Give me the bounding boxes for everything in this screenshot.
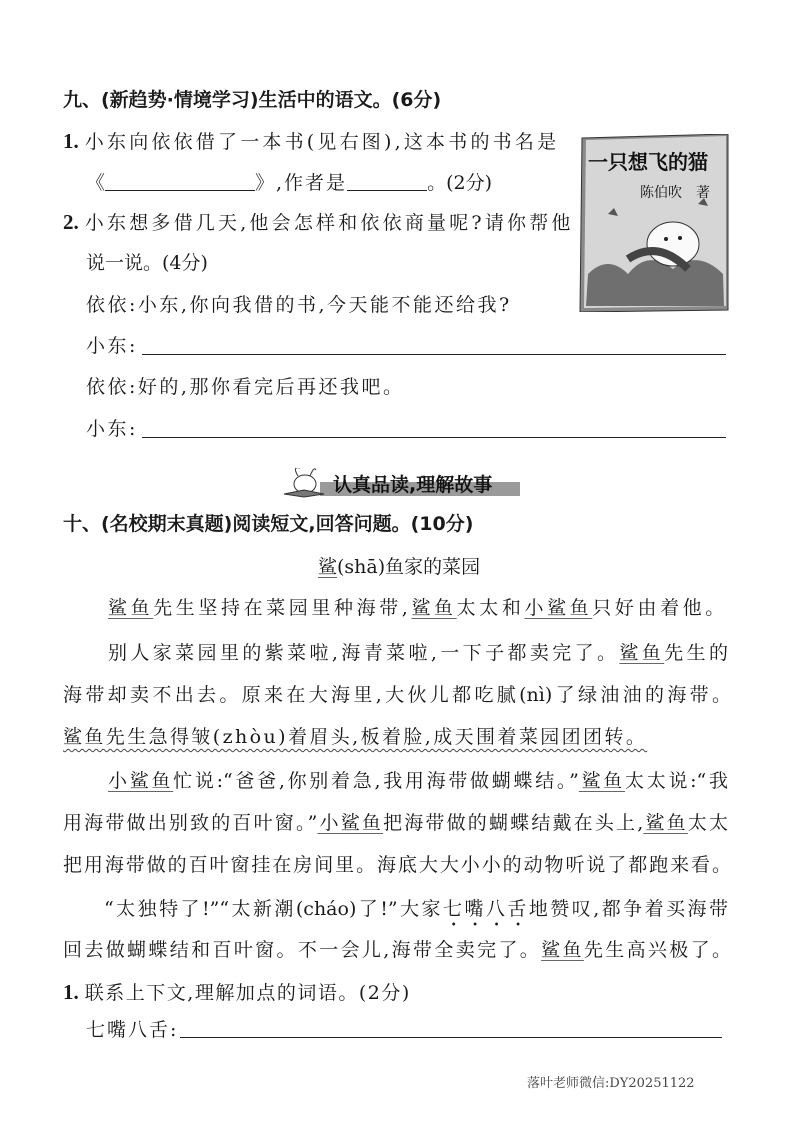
question-9-1 <box>63 129 559 154</box>
section-9-heading: 九、(新趋势·情境学习)生活中的语文。(6分) <box>63 89 442 111</box>
text: 忙说:“爸爸,你别着急,我用海带做蝴蝶结。” <box>173 770 579 792</box>
text: 用海带做出别致的百叶窗。” <box>63 812 318 834</box>
question-number: 2. <box>63 210 79 234</box>
paragraph-2-line-3 <box>63 725 647 749</box>
text: 只好由着他。 <box>592 597 728 619</box>
answer-line-3[interactable] <box>180 1037 722 1038</box>
text: 先生坚持在菜园里种海带, <box>153 597 412 619</box>
text: 回去做蝴蝶结和百叶窗。不一会儿,海带全卖完了。 <box>63 939 542 961</box>
question-9-2-cont: 说一说。(4分) <box>86 252 208 274</box>
text: 太太 <box>687 812 728 834</box>
question-number: 1. <box>63 129 79 153</box>
paragraph-4-line-1 <box>104 897 728 931</box>
paragraph-1 <box>108 596 728 620</box>
proper-noun: 小鲨鱼 <box>317 812 384 834</box>
proper-noun: 鲨鱼 <box>541 939 584 961</box>
wavy-underlined-sentence: 鲨鱼先生急得皱(zhòu)着眉头,板着脸,成天围着菜园团团转。 <box>63 726 648 748</box>
question-10-1 <box>63 980 411 1005</box>
question-text: 小东想多借几天,他会怎样和依依商量呢?请你帮他 <box>84 212 574 234</box>
dotted-word: 七嘴八舌 <box>443 898 529 920</box>
points: 。(2分) <box>427 172 492 194</box>
dialog-xiaodong-2-label: 小东: <box>86 418 138 440</box>
paragraph-4-line-2 <box>63 938 731 962</box>
dialog-yiyi-2: 依依:好的,那你看完后再还我吧。 <box>86 376 405 398</box>
title-char: 鲨 <box>318 556 338 578</box>
paragraph-3-line-2 <box>63 811 728 835</box>
dialog-yiyi-1: 依依:小东,你向我借的书,今天能不能还给我? <box>86 294 512 316</box>
proper-noun: 鲨鱼 <box>108 597 154 619</box>
paragraph-2-line-2: 海带却卖不出去。原来在大海里,大伙儿都吃腻(nì)了绿油油的海带。 <box>63 684 731 706</box>
text: 别人家菜园里的紫菜啦,海青菜啦,一下子都卖完了。 <box>108 642 620 664</box>
proper-noun: 鲨鱼 <box>643 812 688 834</box>
paragraph-3-line-1 <box>108 769 728 793</box>
text: 太太说:“我 <box>625 770 728 792</box>
answer-line-2[interactable] <box>142 437 726 438</box>
question-text: 联系上下文,理解加点的词语。(2分) <box>84 982 411 1004</box>
question-9-2 <box>63 210 574 235</box>
banner-title: 认真品读,理解故事 <box>333 474 493 496</box>
book-cover-image <box>578 134 730 312</box>
answer-label: 七嘴八舌: <box>86 1019 179 1041</box>
dialog-xiaodong-1-label: 小东: <box>86 335 138 357</box>
book-title-blank[interactable] <box>105 172 255 191</box>
text: “太独特了!”“太新潮(cháo)了!”大家 <box>104 898 443 920</box>
section-banner <box>275 468 520 498</box>
paragraph-3-line-3: 把用海带做的百叶窗挂在房间里。海底大大小小的动物听说了都跑来看。 <box>63 854 731 876</box>
text: 先生的 <box>664 642 728 664</box>
book-author: 陈伯吹 著 <box>640 185 710 201</box>
proper-noun: 小鲨鱼 <box>108 770 174 792</box>
paragraph-2-line-1 <box>108 641 728 665</box>
proper-noun: 鲨鱼 <box>411 597 457 619</box>
question-number: 1. <box>63 980 79 1004</box>
text: 太太和 <box>456 597 525 619</box>
question-text: 小东向依依借了一本书(见右图),这本书的书名是 <box>84 131 560 153</box>
story-title <box>318 555 480 579</box>
question-9-1-blanks <box>86 171 492 195</box>
text: 先生高兴极了。 <box>583 939 731 961</box>
text: 地赞叹,都争着买海带 <box>528 898 728 920</box>
author-blank[interactable] <box>347 172 427 191</box>
proper-noun: 鲨鱼 <box>578 770 626 792</box>
author-label: 》,作者是 <box>255 172 348 194</box>
reading-rabbit-icon <box>280 468 330 498</box>
proper-noun: 小鲨鱼 <box>524 597 593 619</box>
watermark: 落叶老师微信:DY20251122 <box>527 1076 695 1091</box>
text: 把海带做的蝴蝶结戴在头上, <box>383 812 644 834</box>
answer-line-1[interactable] <box>142 354 726 355</box>
book-quote-open: 《 <box>86 172 106 194</box>
proper-noun: 鲨鱼 <box>619 642 665 664</box>
book-title: 一只想飞的猫 <box>588 150 708 174</box>
title-rest: (shā)鱼家的菜园 <box>337 556 481 578</box>
section-10-heading: 十、(名校期末真题)阅读短文,回答问题。(10分) <box>63 513 474 535</box>
